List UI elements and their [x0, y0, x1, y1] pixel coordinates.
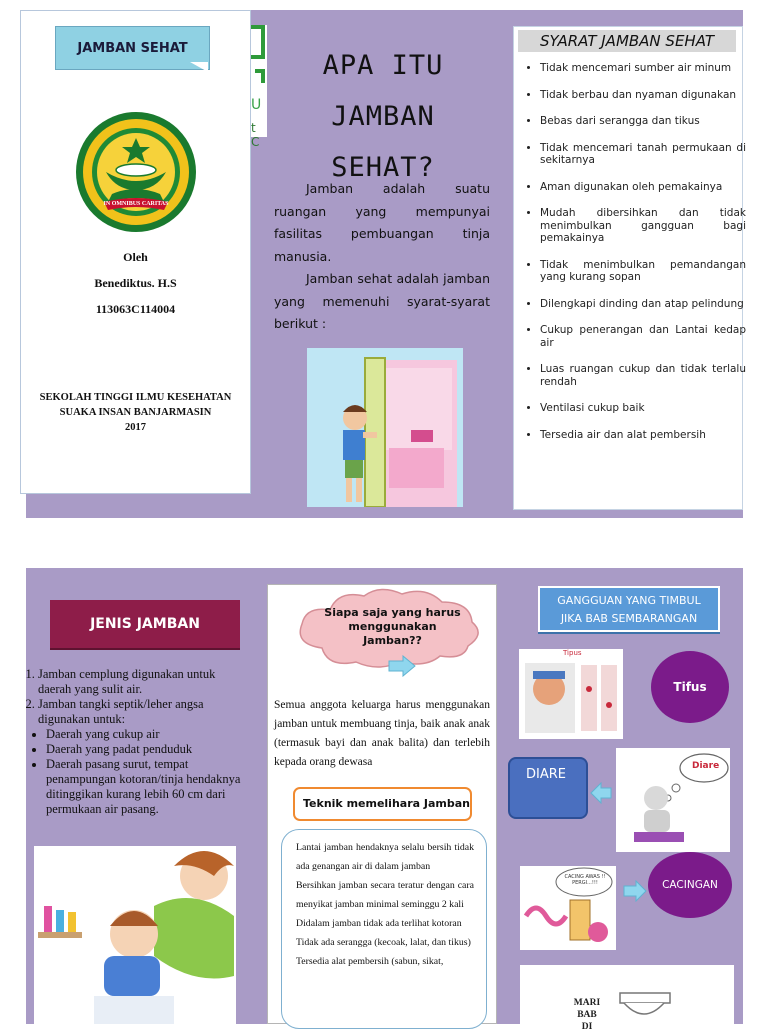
teknik-item: Didalam jamban tidak ada terlihat kotoran [296, 918, 462, 929]
syarat-item: • Tidak berbau dan nyaman digunakan [540, 89, 746, 102]
teknik-item: Lantai jamban hendaknya selalu bersih tidak ada genangan air di dalam jamban [296, 842, 474, 872]
by-label: Oleh [123, 250, 148, 264]
syarat-item: • Cukup penerangan dan Lantai kedap air [540, 324, 746, 349]
school-year: 2017 [125, 422, 146, 433]
syarat-item: • Mudah dibersihkan dan tidak menimbulkan gangguan bagi pemakainya [540, 207, 746, 245]
teknik-title: Teknik memelihara Jamban [293, 787, 472, 821]
syarat-list [530, 62, 746, 455]
diare-image [616, 748, 730, 852]
apa-paragraph1: Jamban adalah suatu ruangan yang mempunyai fasilitas pembuangan tinja manusia. [274, 181, 490, 264]
cover-title-fold [190, 62, 208, 72]
cover-author-block [20, 244, 251, 322]
boy-opening-door-image [307, 348, 463, 507]
teknik-list [281, 829, 487, 1029]
syarat-item: • Tidak mencemari sumber air minum [540, 62, 746, 75]
teknik-item: Tidak ada serangga (kecoak, lalat, dan tikus) [296, 937, 471, 948]
cacingan-img-caption: CACING AWAS !! PERGI...!!! [564, 874, 606, 886]
apa-itu-body [274, 178, 490, 336]
logo-motto: IN OMNIBUS CARITAS [103, 201, 169, 207]
syarat-item: • Ventilasi cukup baik [540, 402, 746, 415]
jenis-subitem: • Daerah yang padat penduduk [46, 742, 251, 757]
apa-title-line2: JAMBAN [331, 101, 435, 132]
tifus-image [519, 649, 623, 739]
school-line1: SEKOLAH TINGGI ILMU KESEHATAN [39, 392, 232, 403]
syarat-item: • Tidak menimbulkan pemandangan yang kurang sopan [540, 259, 746, 284]
tifus-img-caption: Tipus [563, 649, 582, 657]
school-line2: SUAKA INSAN BANJARMASIN [59, 407, 212, 418]
cover-school-block [20, 390, 251, 435]
cover-title: JAMBAN SEHAT [55, 26, 210, 70]
jenis-subitem: • Daerah yang cukup air [46, 727, 251, 742]
mother-child-toilet-image [34, 846, 236, 1024]
bab-line2: BAB [577, 1010, 597, 1020]
jenis-jamban-list [26, 667, 251, 817]
syarat-item: • Bebas dari serangga dan tikus [540, 115, 746, 128]
school-logo-icon [74, 110, 198, 234]
bab-card [520, 965, 734, 1024]
jenis-jamban-banner: JENIS JAMBAN [50, 600, 240, 648]
teknik-item: Bersihkan jamban secara teratur dengan cara menyikat jamban minimal seminggu 2 kali [296, 880, 474, 910]
author-name: Benediktus. H.S [94, 276, 177, 290]
arrow-right-icon [388, 655, 416, 677]
apa-title-line3: SEHAT? [331, 152, 435, 183]
arrow-right-icon [623, 880, 647, 902]
syarat-item: • Dilengkapi dinding dan atap pelindung [540, 298, 746, 311]
green-logo-fragment: U t C [251, 25, 267, 137]
gangguan-title-line1: GANGGUAN YANG TIMBUL [557, 594, 701, 607]
arrow-left-icon [590, 782, 612, 804]
apa-itu-title [268, 40, 498, 193]
siapa-answer-text: Semua anggota keluarga harus menggunakan jamban untuk membuang tinja, baik anak anak (termasuk bayi dan anak balita) dan terlebih kepada orang dewasa [274, 699, 490, 768]
bab-line1: MARI [573, 998, 601, 1008]
syarat-title: SYARAT JAMBAN SEHAT [518, 30, 736, 52]
apa-paragraph2: Jamban sehat adalah jamban yang memenuhi syarat-syarat berikut : [274, 271, 490, 331]
student-id: 113063C114004 [95, 302, 176, 316]
jenis-subitem: • Daerah pasang surut, tempat penampungan kotoran/tinja hendaknya ditinggikan kurang lebih 60 cm dari permukaan air pasang. [46, 757, 251, 817]
syarat-item: • Aman digunakan oleh pemakainya [540, 181, 746, 194]
syarat-item: • Luas ruangan cukup dan tidak terlalu rendah [540, 363, 746, 388]
cacingan-label: CACINGAN [648, 852, 732, 918]
jenis-item-1: 1. Jamban cemplung digunakan untuk daerah yang sulit air. [38, 667, 251, 697]
cacingan-image [520, 866, 616, 950]
tifus-label: Tifus [651, 651, 729, 723]
gangguan-banner [538, 586, 720, 632]
question-cloud-text: Siapa saja yang harus menggunakan Jamban?? [324, 606, 461, 647]
apa-title-line1: APA ITU [322, 50, 444, 81]
bab-text [565, 997, 609, 1033]
bab-line3: DI [581, 1022, 593, 1032]
diare-img-caption: Diare [692, 761, 720, 771]
teknik-item: Tersedia alat pembersih (sabun, sikat, [296, 956, 444, 967]
jenis-item-2: 2. Jamban tangki septik/leher angsa digunakan untuk: [38, 697, 251, 727]
diare-label: DIARE [508, 757, 588, 819]
gangguan-title-line2: JIKA BAB SEMBARANGAN [560, 612, 698, 625]
syarat-item: • Tidak mencemari tanah permukaan di sekitarnya [540, 142, 746, 167]
syarat-item: • Tersedia air dan alat pembersih [540, 429, 746, 442]
